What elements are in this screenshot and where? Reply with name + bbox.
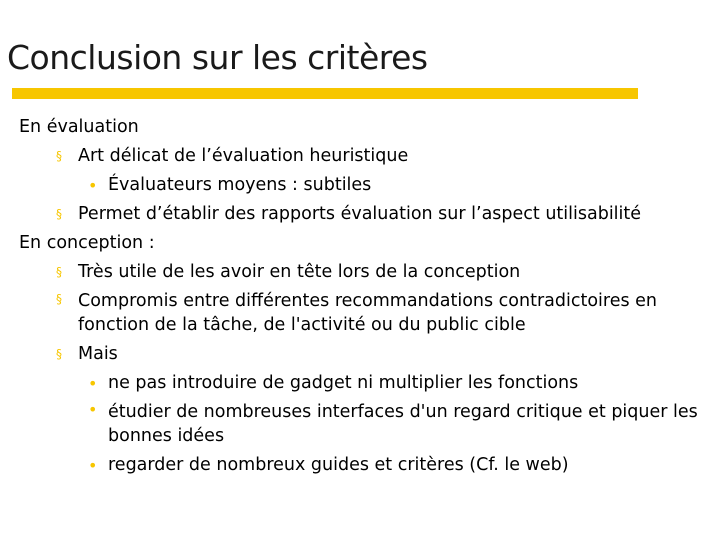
bullet-text: Compromis entre différentes recommandations contradictoires en fonction de la tâche, de l'activité ou du public cible <box>78 291 658 335</box>
bullet-text: Permet d’établir des rapports évaluation sur l’aspect utilisabilité <box>78 204 642 224</box>
bullet-text: étudier de nombreuses interfaces d'un regard critique et piquer les bonnes idées <box>108 402 698 446</box>
bullet-text: Très utile de les avoir en tête lors de la conception <box>78 262 521 282</box>
bullet-text: En évaluation <box>19 117 139 137</box>
dot-bullet-icon: • <box>88 176 98 195</box>
section-marker-icon: § <box>56 347 62 361</box>
bullet-item <box>19 258 699 287</box>
section-marker-icon: § <box>56 149 62 163</box>
bullet-item <box>19 171 699 200</box>
bullet-item <box>19 451 699 480</box>
bullet-text: En conception : <box>19 233 155 253</box>
bullet-list <box>19 113 699 480</box>
bullet-item <box>19 287 699 340</box>
bullet-item <box>19 398 699 451</box>
bullet-text: ne pas introduire de gadget ni multiplier les fonctions <box>108 373 579 393</box>
bullet-text: Art délicat de l’évaluation heuristique <box>78 146 409 166</box>
bullet-item <box>19 113 699 142</box>
title-underline-bar <box>12 88 638 99</box>
bullet-item <box>19 229 699 258</box>
title-underline <box>12 88 638 99</box>
bullet-item <box>19 340 699 369</box>
slide-title: Conclusion sur les critères <box>7 38 428 77</box>
bullet-item <box>19 369 699 398</box>
bullet-text: regarder de nombreux guides et critères (Cf. le web) <box>108 455 569 475</box>
dot-bullet-icon: • <box>88 374 98 393</box>
section-marker-icon: § <box>56 265 62 279</box>
bullet-item <box>19 200 699 229</box>
section-marker-icon: § <box>56 207 62 221</box>
bullet-item <box>19 142 699 171</box>
dot-bullet-icon: • <box>88 400 98 419</box>
bullet-text: Mais <box>78 344 118 364</box>
bullet-text: Évaluateurs moyens : subtiles <box>108 175 372 195</box>
dot-bullet-icon: • <box>88 456 98 475</box>
section-marker-icon: § <box>56 292 62 306</box>
